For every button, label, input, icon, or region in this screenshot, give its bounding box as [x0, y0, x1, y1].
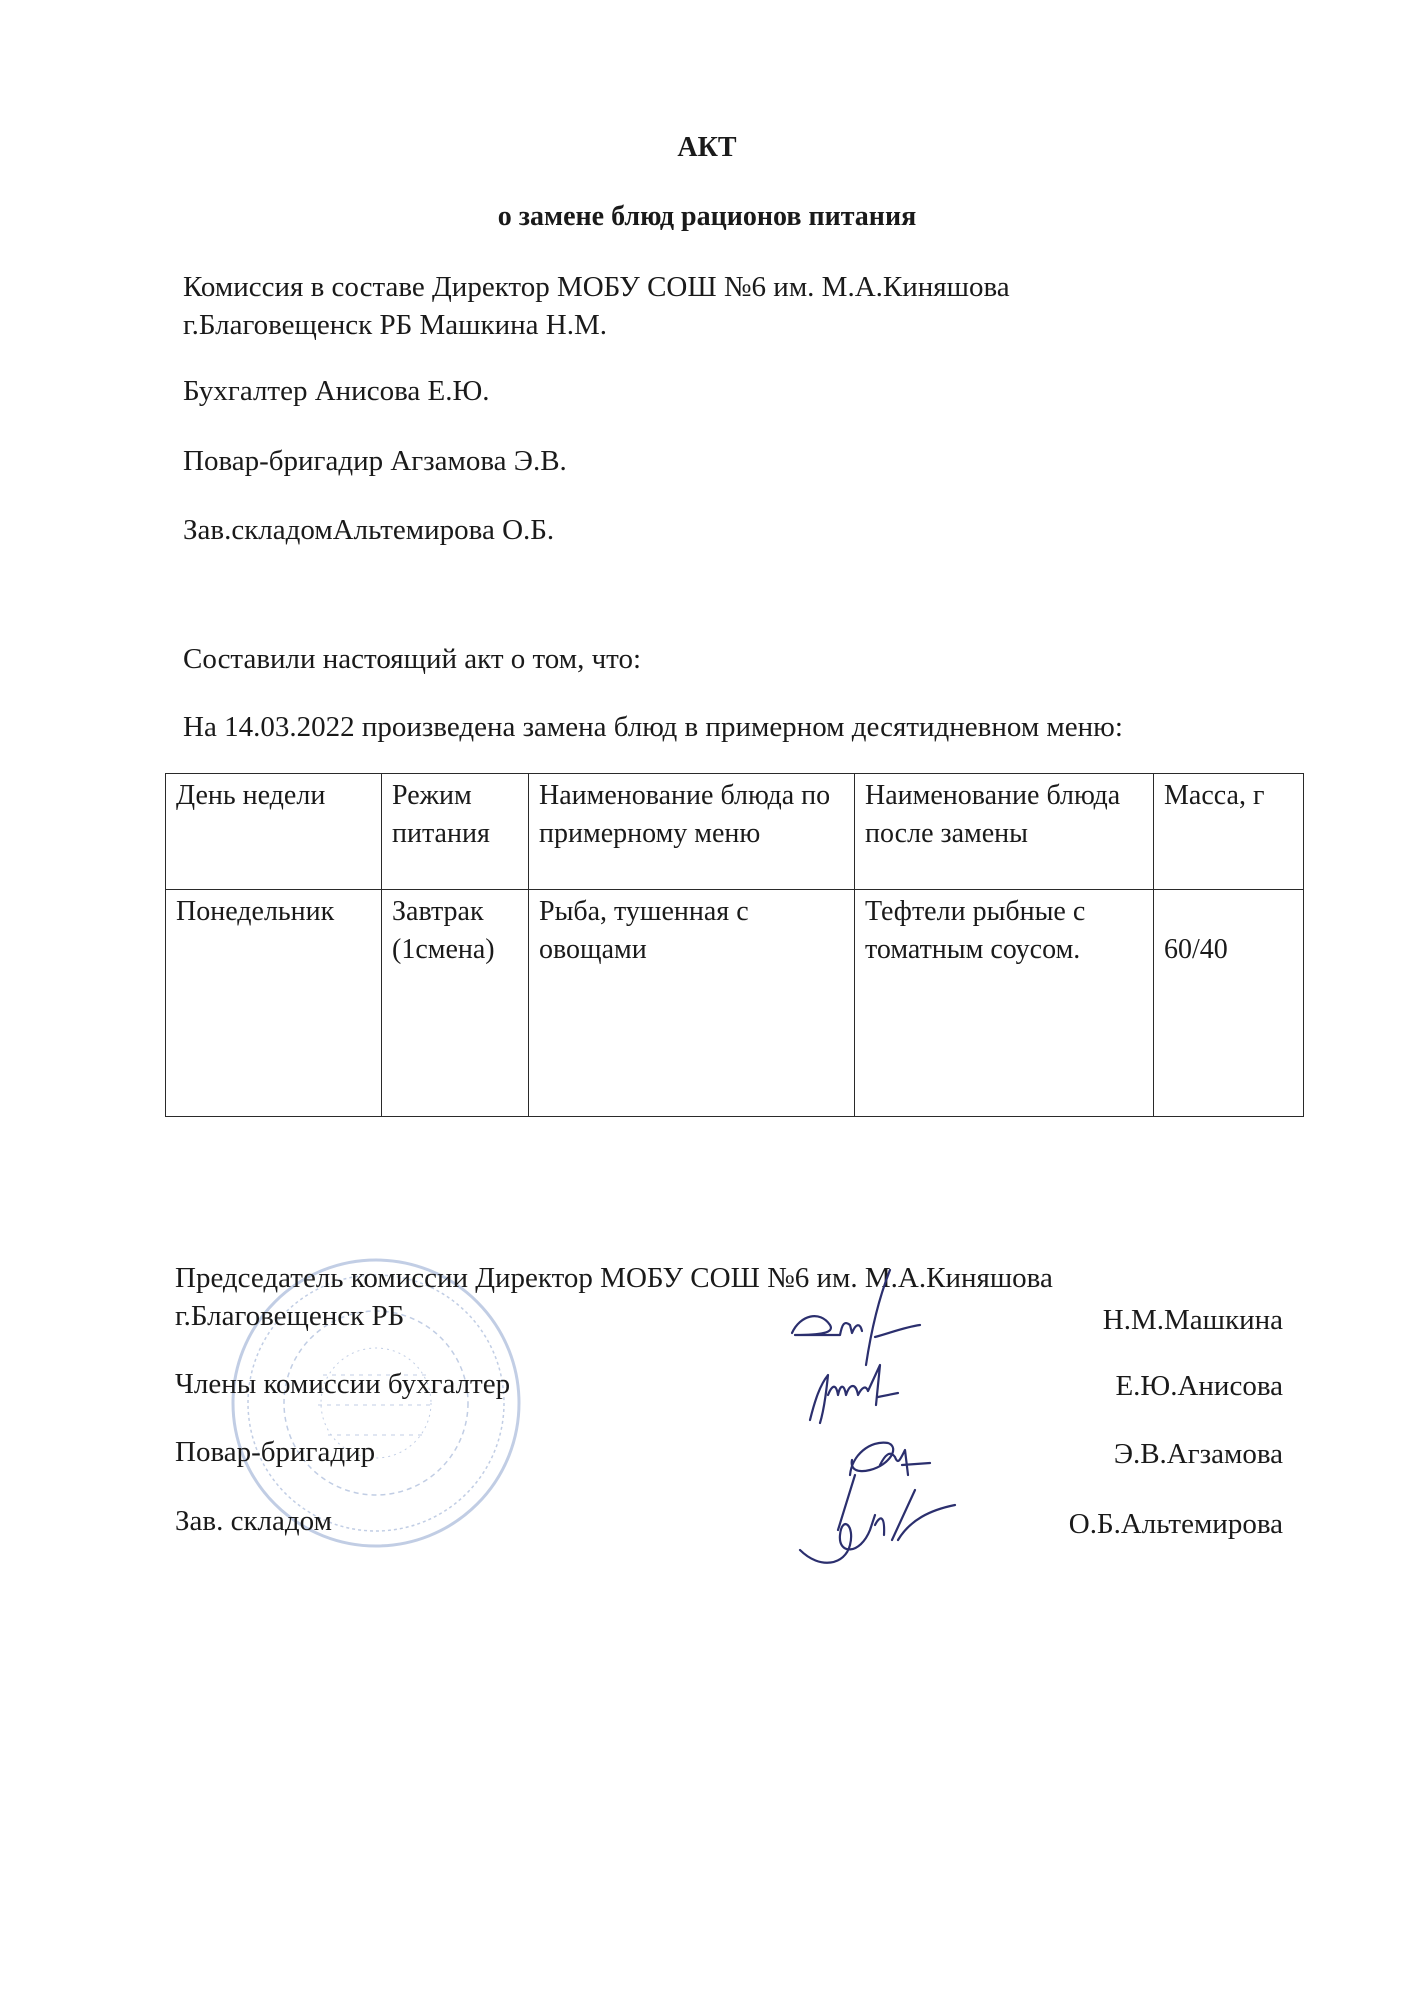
cell-replacement-dish: Тефтели рыбные с томатным соусом. — [855, 890, 1154, 1117]
document-title: АКТ — [677, 132, 737, 163]
chair-label-line-1: Председатель комиссии Директор МОБУ СОШ №6 им. М.А.Киняшова — [175, 1262, 1053, 1294]
commission-line-2: г.Благовещенск РБ Машкина Н.М. — [183, 309, 607, 341]
header-original-dish: Наименование блюда по примерному меню — [529, 774, 855, 890]
member-cook: Повар-бригадир Агзамова Э.В. — [183, 445, 567, 477]
table-header-row — [166, 774, 1304, 890]
document-subtitle: о замене блюд рационов питания — [497, 201, 917, 232]
header-replacement-dish: Наименование блюда после замены — [855, 774, 1154, 890]
storekeeper-name: О.Б.Альтемирова — [1068, 1508, 1283, 1540]
cell-mass — [1154, 890, 1304, 1117]
header-meal: Режим питания — [382, 774, 529, 890]
replacement-note: На 14.03.2022 произведена замена блюд в примерном десятидневном меню: — [183, 711, 1123, 743]
cook-name: Э.В.Агзамова — [1113, 1438, 1283, 1470]
member-accountant: Бухгалтер Анисова Е.Ю. — [183, 375, 490, 407]
accountant-name: Е.Ю.Анисова — [1115, 1370, 1283, 1402]
chair-name: Н.М.Машкина — [1102, 1304, 1283, 1336]
replacement-table — [165, 773, 1304, 1117]
cell-original-dish: Рыба, тушенная с овощами — [529, 890, 855, 1117]
statement-text: Составили настоящий акт о том, что: — [183, 643, 642, 675]
cook-label: Повар-бригадир — [175, 1436, 376, 1468]
mass-value: 60/40 — [1164, 934, 1228, 965]
cell-meal: Завтрак (1смена) — [382, 890, 529, 1117]
member-storekeeper: Зав.складомАльтемирова О.Б. — [183, 514, 555, 546]
accountant-label: Члены комиссии бухгалтер — [175, 1368, 511, 1400]
table-row — [166, 890, 1304, 1117]
cell-day: Понедельник — [166, 890, 382, 1117]
chair-label-line-2: г.Благовещенск РБ — [175, 1300, 405, 1332]
handwritten-signatures-icon — [780, 1265, 1010, 1575]
header-day: День недели — [166, 774, 382, 890]
header-mass: Масса, г — [1154, 774, 1304, 890]
storekeeper-label: Зав. складом — [175, 1505, 332, 1537]
commission-line-1: Комиссия в составе Директор МОБУ СОШ №6 им. М.А.Киняшова — [183, 271, 1010, 303]
